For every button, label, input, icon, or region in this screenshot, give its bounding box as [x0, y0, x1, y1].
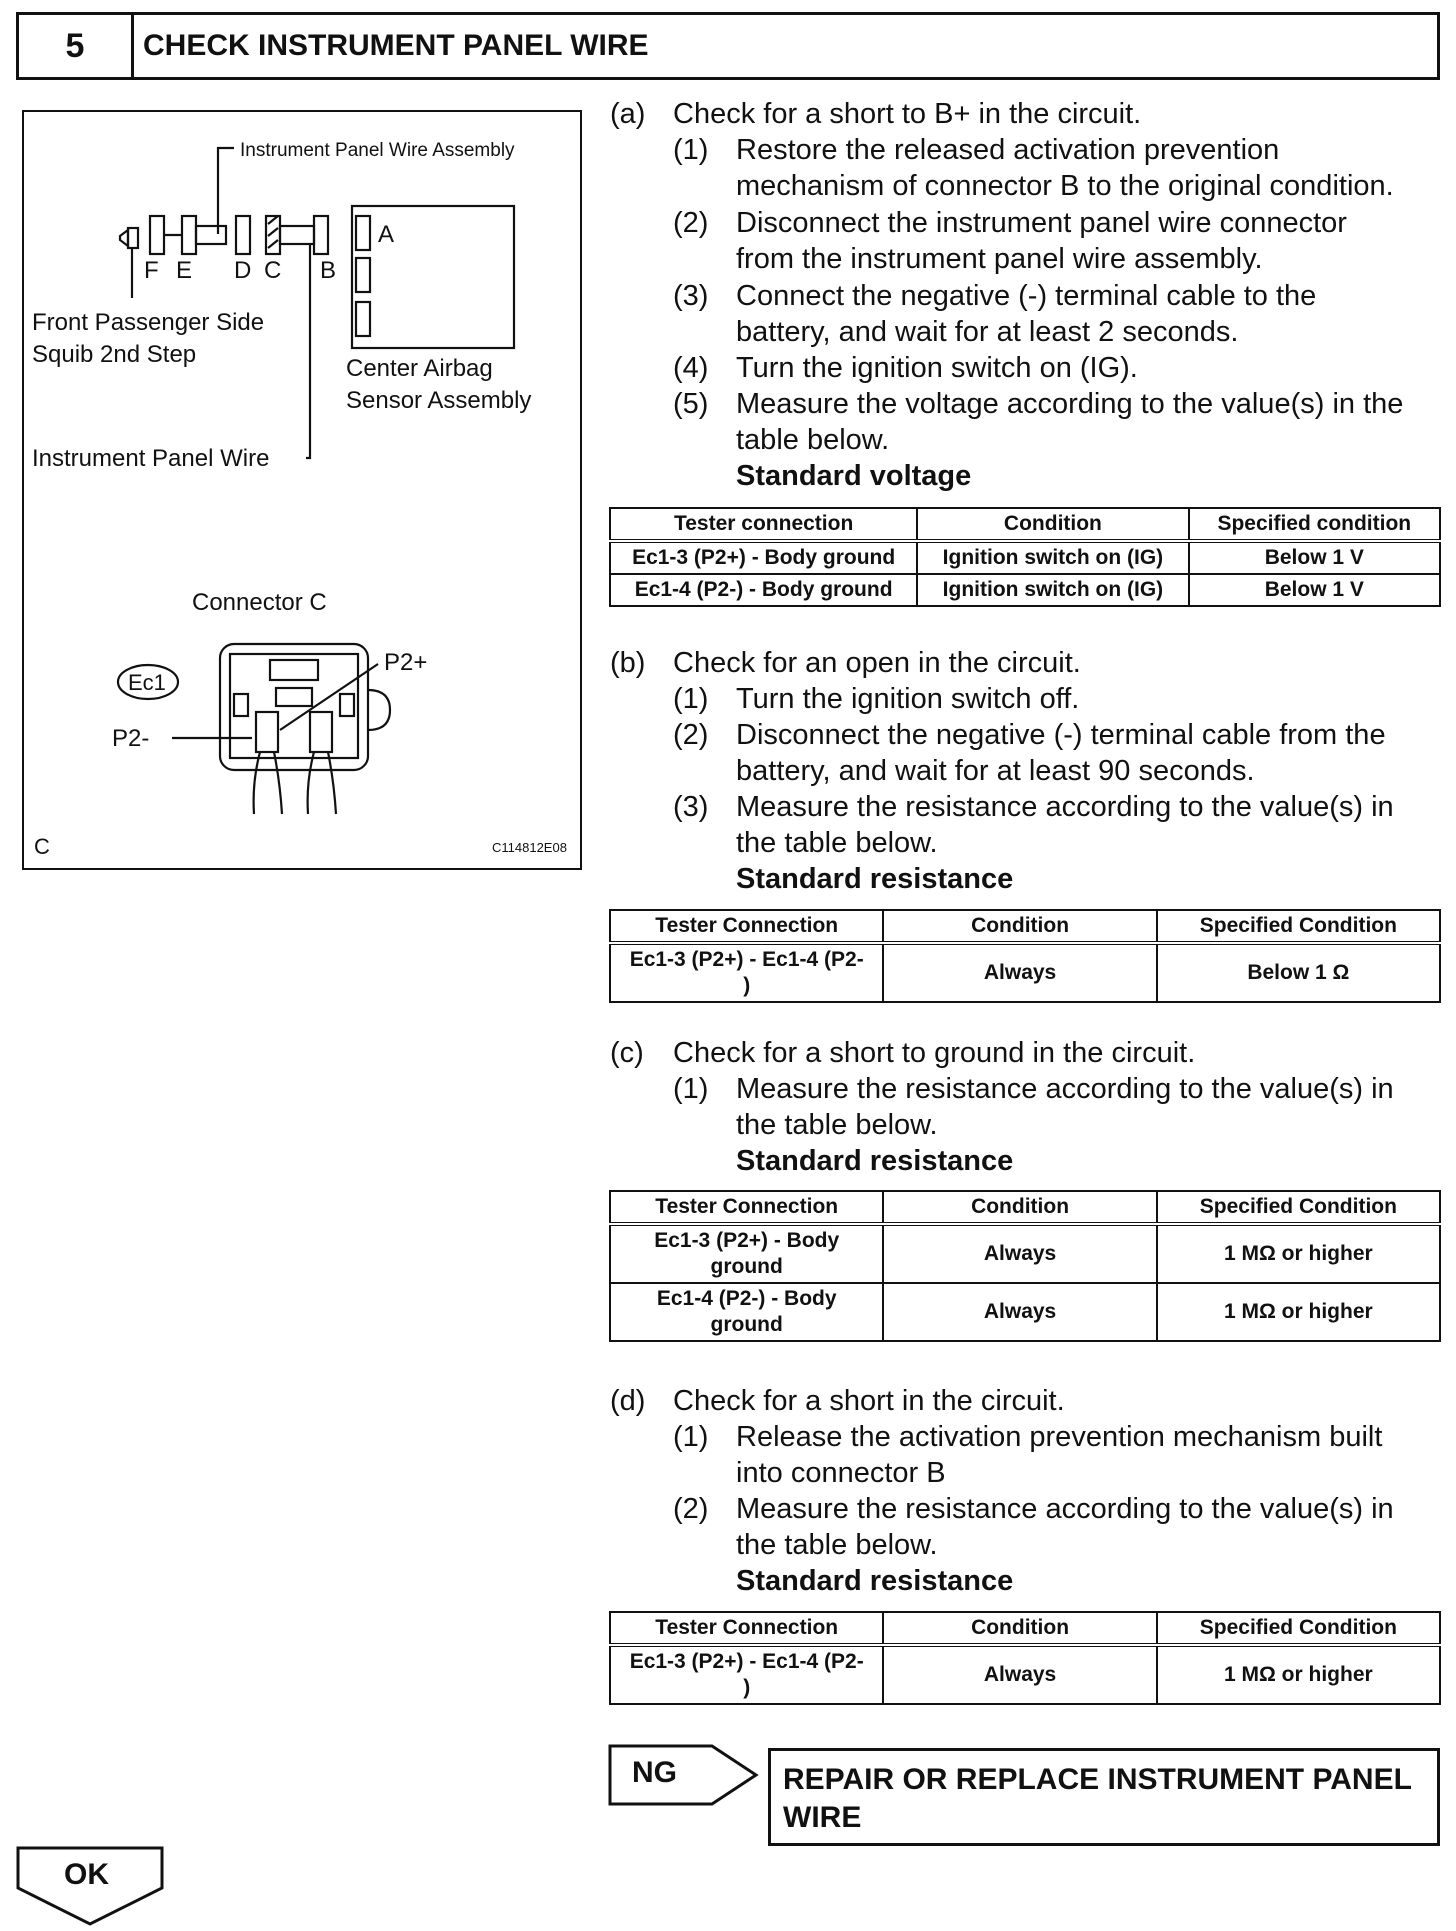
table-header: Condition [883, 1612, 1156, 1645]
label-front-passenger-line1: Front Passenger Side [32, 309, 265, 336]
step-a-1-line2: mechanism of connector B to the original condition. [736, 170, 1394, 202]
table-header: Tester Connection [610, 1191, 883, 1224]
table-cell: 1 MΩ or higher [1157, 1283, 1440, 1341]
step-b-3-line1: Measure the resistance according to the value(s) in [736, 791, 1394, 823]
step-a-2-line2: from the instrument panel wire assembly. [736, 243, 1263, 275]
table-header: Specified Condition [1157, 1191, 1440, 1224]
step-c-standard: Standard resistance [736, 1145, 1014, 1177]
connector-letter-b: B [320, 257, 337, 284]
table-row [610, 574, 1440, 606]
table-cell: Always [883, 1224, 1156, 1283]
wiring-diagram [24, 112, 580, 868]
pin-p2-plus: P2+ [384, 649, 428, 676]
step-b-2-line2: battery, and wait for at least 90 seconds. [736, 755, 1255, 787]
step-a-2-num: (2) [673, 207, 709, 239]
connector-letter-f: F [144, 257, 159, 284]
table-header: Specified Condition [1157, 910, 1440, 943]
table-cell: Ec1-3 (P2+) - Ec1-4 (P2- ) [610, 1645, 883, 1704]
table-cell: Ec1-4 (P2-) - Body ground [610, 1283, 883, 1341]
wiring-figure [22, 110, 582, 870]
step-c-text: Check for a short to ground in the circuit. [673, 1037, 1196, 1069]
table-cell: Always [883, 1645, 1156, 1704]
open-circuit-table [609, 909, 1441, 1003]
step-d-1-line2: into connector B [736, 1457, 946, 1489]
label-panel-wire: Instrument Panel Wire [32, 445, 270, 472]
ng-arrow-shape [608, 1744, 760, 1806]
table-row [610, 1224, 1440, 1283]
table-header: Condition [883, 910, 1156, 943]
step-d-1-num: (1) [673, 1421, 709, 1453]
label-center-airbag-line2: Sensor Assembly [346, 387, 532, 414]
step-a-1-num: (1) [673, 134, 709, 166]
step-c-1-line2: the table below. [736, 1109, 938, 1141]
table-cell: Ignition switch on (IG) [917, 574, 1188, 606]
step-d-label: (d) [610, 1385, 646, 1417]
step-b-3-num: (3) [673, 791, 709, 823]
step-a-label: (a) [610, 98, 646, 130]
step-b-1-num: (1) [673, 683, 709, 715]
connector-c-title: Connector C [192, 589, 327, 616]
step-c-1-num: (1) [673, 1073, 709, 1105]
connector-letter-e: E [176, 257, 193, 284]
table-row [610, 541, 1440, 574]
ng-arrow [608, 1744, 760, 1806]
table-cell: Below 1 V [1189, 574, 1440, 606]
table-cell: Ec1-3 (P2+) - Body ground [610, 1224, 883, 1283]
table-cell: Below 1 V [1189, 541, 1440, 574]
step-d-2-line1: Measure the resistance according to the value(s) in [736, 1493, 1394, 1525]
step-a-4-line1: Turn the ignition switch on (IG). [736, 352, 1138, 384]
step-b-1-line1: Turn the ignition switch off. [736, 683, 1080, 715]
step-d-2-num: (2) [673, 1493, 709, 1525]
label-wire-assembly: Instrument Panel Wire Assembly [240, 140, 515, 161]
ok-label: OK [64, 1858, 109, 1891]
voltage-table [609, 507, 1441, 607]
short-circuit-table [609, 1611, 1441, 1705]
table-cell: 1 MΩ or higher [1157, 1645, 1440, 1704]
table-cell: Ec1-4 (P2-) - Body ground [610, 574, 917, 606]
connector-letter-d: D [234, 257, 252, 284]
step-a-1-line1: Restore the released activation prevention [736, 134, 1280, 166]
table-header: Condition [917, 508, 1188, 541]
table-cell: 1 MΩ or higher [1157, 1224, 1440, 1283]
table-row [610, 943, 1440, 1002]
table-row [610, 1283, 1440, 1341]
step-a-5-num: (5) [673, 388, 709, 420]
step-a-5-line1: Measure the voltage according to the value(s) in the [736, 388, 1404, 420]
table-header: Tester Connection [610, 910, 883, 943]
table-header: Tester Connection [610, 1612, 883, 1645]
table-header: Specified Condition [1157, 1612, 1440, 1645]
step-b-text: Check for an open in the circuit. [673, 647, 1081, 679]
step-a-2-line1: Disconnect the instrument panel wire connector [736, 207, 1347, 239]
step-b-3-line2: the table below. [736, 827, 938, 859]
step-a-standard: Standard voltage [736, 460, 972, 492]
ng-action-box: REPAIR OR REPLACE INSTRUMENT PANEL WIRE [768, 1748, 1440, 1846]
step-b-2-num: (2) [673, 719, 709, 751]
table-header: Specified condition [1189, 508, 1440, 541]
step-b-standard: Standard resistance [736, 863, 1014, 895]
figure-code: C114812E08 [492, 840, 567, 855]
step-c-1-line1: Measure the resistance according to the value(s) in [736, 1073, 1394, 1105]
step-header [16, 12, 1440, 80]
short-ground-table [609, 1190, 1441, 1342]
table-cell: Ec1-3 (P2+) - Ec1-4 (P2- ) [610, 943, 883, 1002]
ng-label: NG [632, 1756, 677, 1789]
step-d-text: Check for a short in the circuit. [673, 1385, 1065, 1417]
table-header: Condition [883, 1191, 1156, 1224]
table-row [610, 1645, 1440, 1704]
step-d-standard: Standard resistance [736, 1565, 1014, 1597]
ok-arrow [16, 1846, 164, 1926]
connector-letter-c: C [264, 257, 282, 284]
figure-corner-letter: C [34, 834, 50, 859]
step-b-label: (b) [610, 647, 646, 679]
step-a-3-line1: Connect the negative (-) terminal cable to the [736, 280, 1317, 312]
step-c-label: (c) [610, 1037, 644, 1069]
step-a-3-line2: battery, and wait for at least 2 seconds. [736, 316, 1239, 348]
step-a-3-num: (3) [673, 280, 709, 312]
connector-code: Ec1 [128, 670, 166, 695]
step-b-2-line1: Disconnect the negative (-) terminal cable from the [736, 719, 1386, 751]
step-d-2-line2: the table below. [736, 1529, 938, 1561]
step-a-5-line2: table below. [736, 424, 890, 456]
step-d-1-line1: Release the activation prevention mechanism built [736, 1421, 1383, 1453]
label-center-airbag-line1: Center Airbag [346, 355, 493, 382]
table-header: Tester connection [610, 508, 917, 541]
table-cell: Always [883, 1283, 1156, 1341]
step-a-text: Check for a short to B+ in the circuit. [673, 98, 1142, 130]
table-cell: Below 1 Ω [1157, 943, 1440, 1002]
pin-p2-minus: P2- [112, 725, 150, 752]
step-number: 5 [19, 15, 134, 77]
label-front-passenger-line2: Squib 2nd Step [32, 341, 197, 368]
connector-letter-a: A [378, 221, 395, 248]
table-cell: Ec1-3 (P2+) - Body ground [610, 541, 917, 574]
step-title: CHECK INSTRUMENT PANEL WIRE [143, 29, 649, 62]
table-cell: Ignition switch on (IG) [917, 541, 1188, 574]
step-a-4-num: (4) [673, 352, 709, 384]
table-cell: Always [883, 943, 1156, 1002]
